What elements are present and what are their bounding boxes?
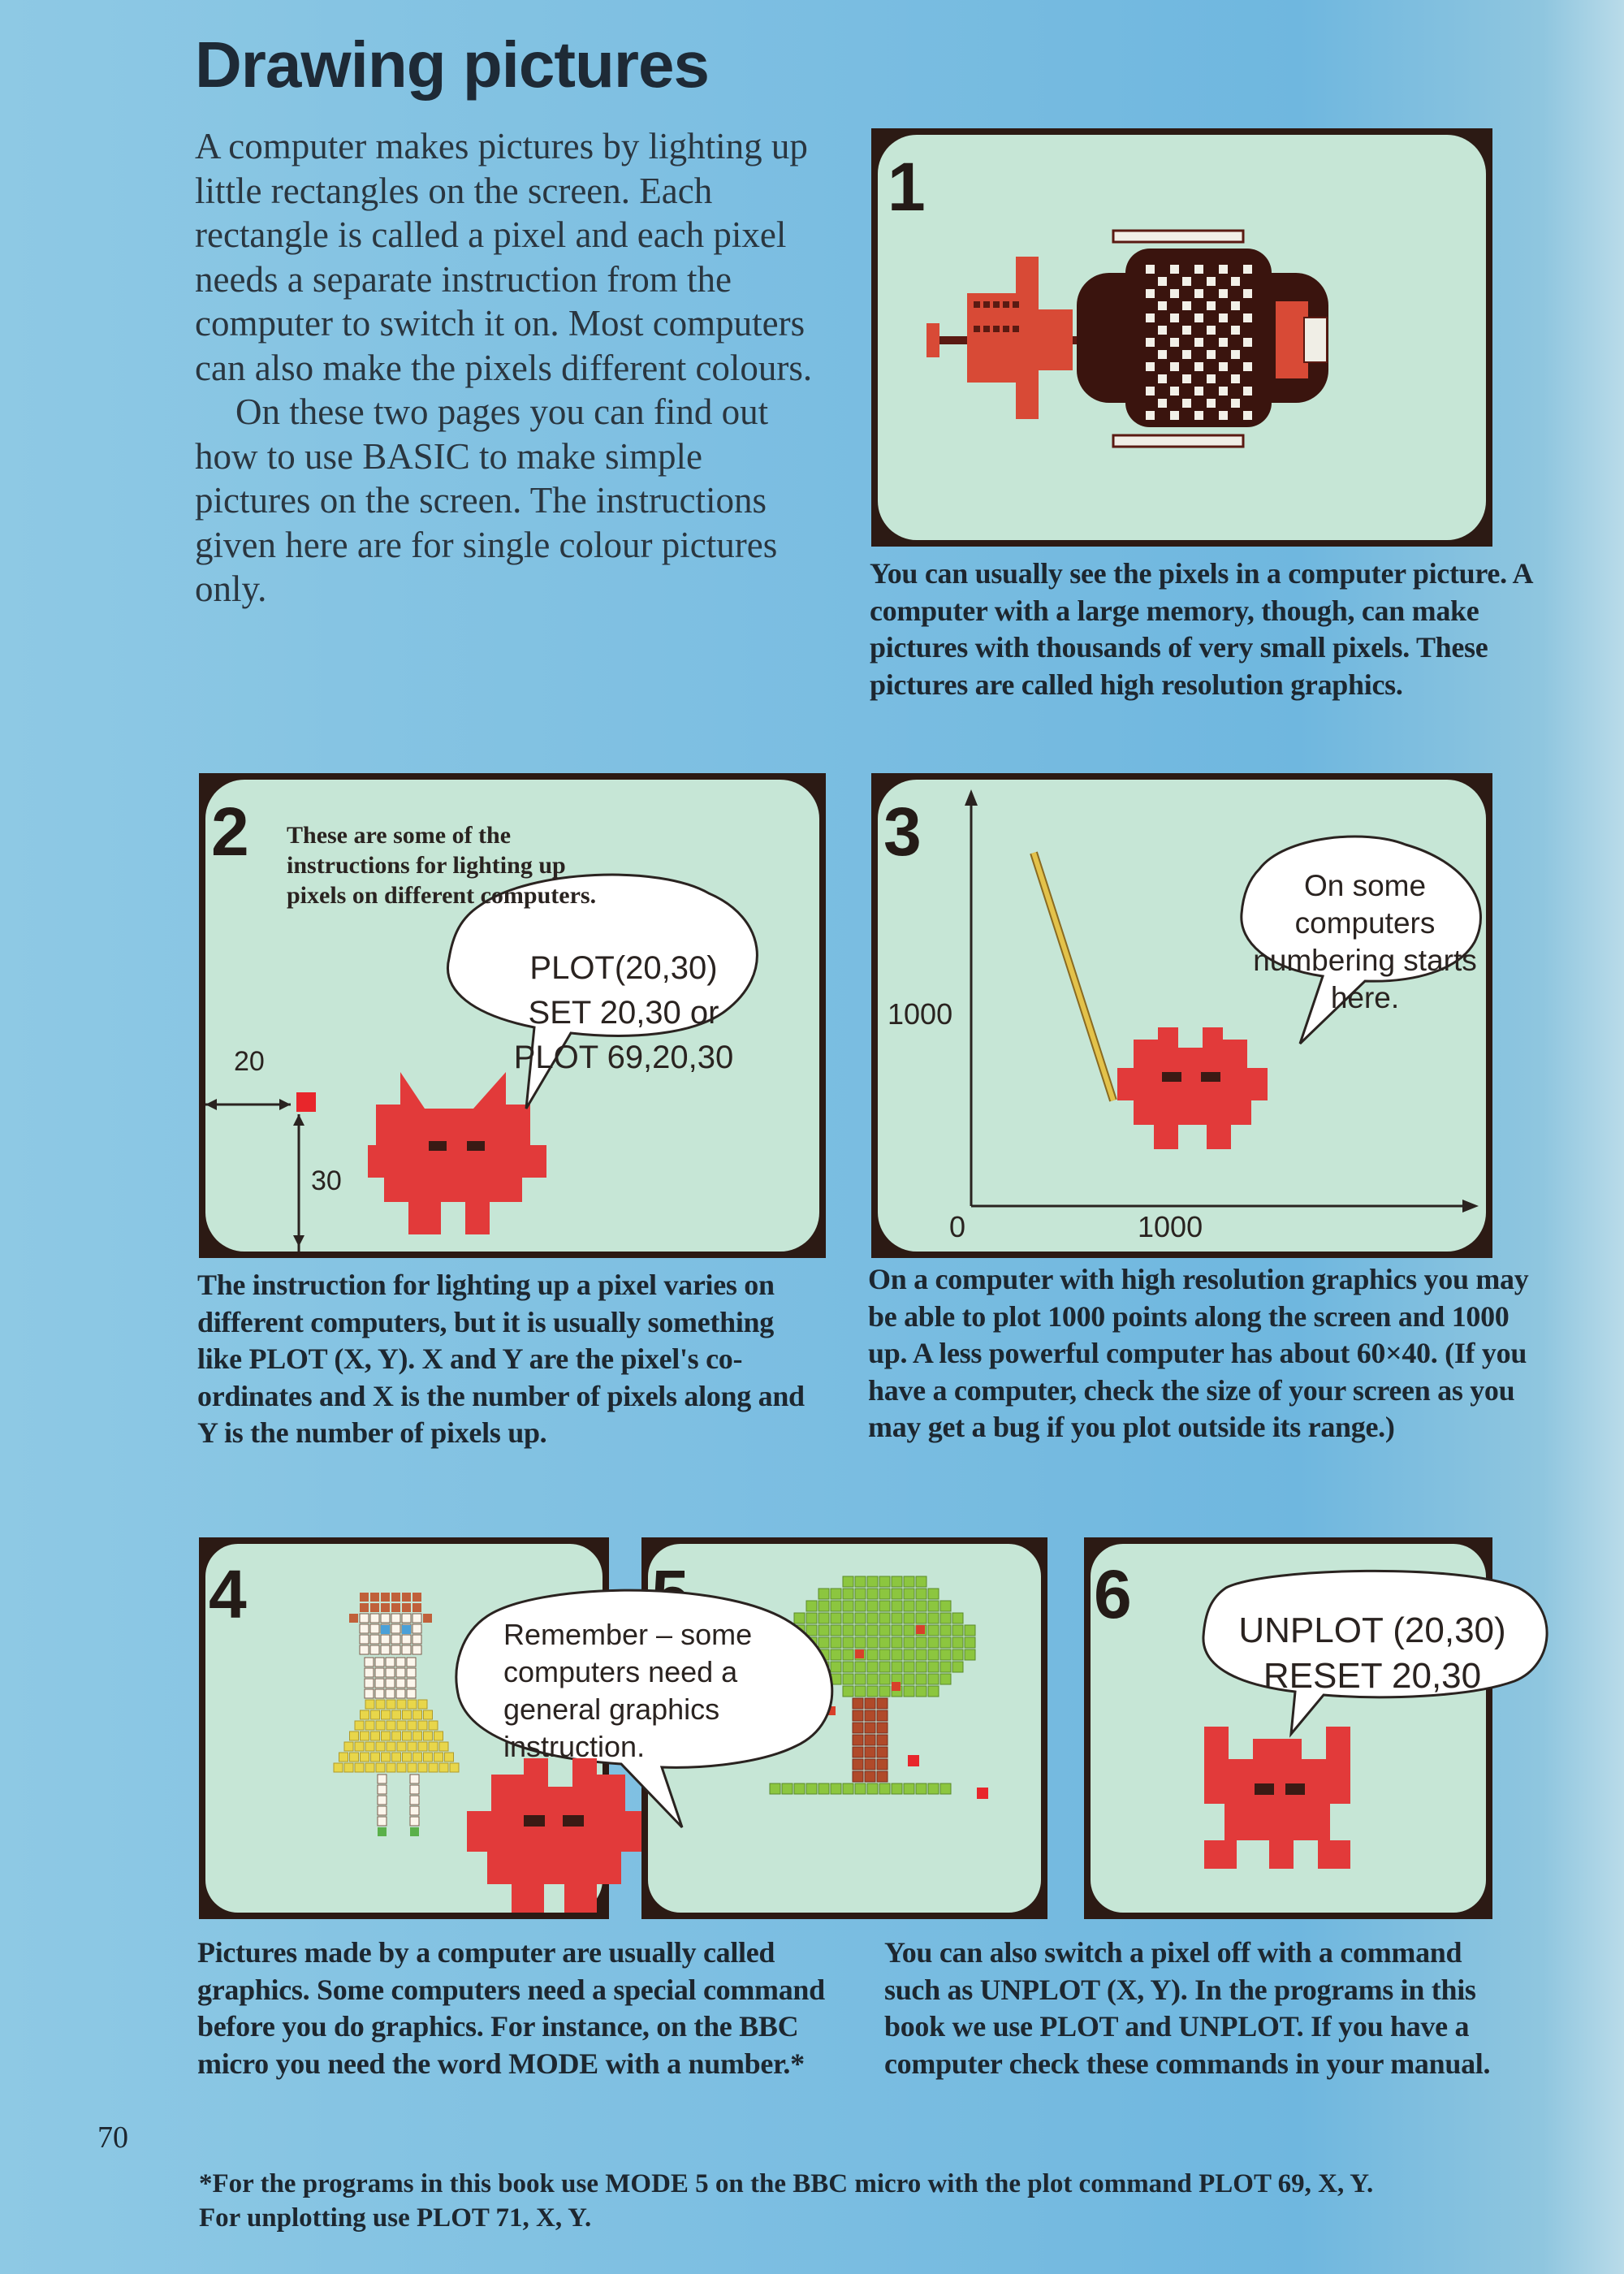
bubble-line: PLOT(20,30) (529, 950, 718, 986)
bubble-line: computers need a (503, 1655, 738, 1688)
panel-number: 1 (888, 149, 926, 225)
bubble-line: PLOT 69,20,30 (513, 1040, 734, 1075)
panel-1 (871, 128, 1492, 547)
panel-number: 6 (1094, 1556, 1132, 1632)
bubble-line: RESET 20,30 (1263, 1656, 1482, 1696)
bubble-line: SET 20,30 or (528, 995, 719, 1031)
panel-4-caption: Pictures made by a computer are usually called graphics. Some computers need a special command before you do graphics. For instance, on the BBC micro you need the word MODE with a number.* (197, 1936, 825, 2080)
note-line: These are some of the (287, 822, 512, 849)
pixel-icon (296, 1092, 316, 1112)
y-tick-label: 1000 (888, 997, 953, 1031)
bubble-line: instruction. (503, 1730, 646, 1763)
intro-paragraph-1: A computer makes pictures by lighting up little rectangles on the screen. Each rectangle is called a pixel and each pixel needs a separate instruction from the computer to switch it on. Most computers can also make the pixels different colours. (195, 126, 813, 388)
panel-2-note (287, 820, 596, 910)
bubble-line: On some (1303, 869, 1427, 902)
y-coordinate-label: 30 (311, 1165, 342, 1196)
panel-number: 2 (211, 793, 249, 870)
bubble-line: UNPLOT (20,30) (1238, 1610, 1506, 1650)
panel-3-screen (878, 780, 1486, 1252)
page-number: 70 (97, 2121, 128, 2155)
monster-icon (1117, 1027, 1268, 1149)
origin-label: 0 (949, 1210, 966, 1243)
bubble-line: general graphics (503, 1693, 720, 1726)
bubble-line: here. (1330, 981, 1400, 1014)
panel-2-screen (205, 780, 819, 1252)
x-coordinate-label: 20 (234, 1046, 265, 1077)
panel-6-bubble-text (1202, 1608, 1543, 1699)
panel-2-bubble-text (502, 946, 745, 1080)
page-title: Drawing pictures (195, 28, 710, 101)
panel-4-bubble-text (479, 1616, 844, 1766)
bubble-line: numbering starts (1253, 944, 1477, 977)
note-line: pixels on different computers. (287, 882, 597, 909)
intro-text (195, 124, 820, 612)
monster-icon (467, 1758, 641, 1913)
panel-2-caption: The instruction for lighting up a pixel varies on different computers, but it is usually something like PLOT (X, Y). X and Y are the pixel's co-ordinates and X is the number of pixels along and Y is the number of pixels up. (197, 1269, 805, 1449)
panel-1-screen (878, 135, 1486, 540)
bubble-line: Remember – some (503, 1618, 753, 1651)
panel-3-caption: On a computer with high resolution graphics you may be able to plot 1000 points along the screen and 1000 up. A less powerful computer has about 60×40. (If you have a computer, check the size of your screen as you may get a bug if you plot outside its range.) (868, 1263, 1529, 1443)
footnote-line: For unplotting use PLOT 71, X, Y. (199, 2203, 592, 2233)
panel-number: 3 (883, 793, 922, 870)
spaceship-icon (878, 135, 1486, 540)
footnote-line: *For the programs in this book use MODE 5 on the BBC micro with the plot command PLOT 69, X, Y. (199, 2169, 1374, 2198)
panel-3 (871, 773, 1492, 1258)
monster-icon (1204, 1727, 1350, 1869)
panel-3-bubble-text (1235, 867, 1486, 1017)
panel-number: 4 (209, 1556, 247, 1632)
panel-1-caption: You can usually see the pixels in a computer picture. A computer with a large memory, though, can make pictures with thousands of very small pixels. These pictures are called high resolution graphics. (870, 557, 1532, 701)
x-tick-label: 1000 (1138, 1210, 1203, 1243)
intro-paragraph-2: On these two pages you can find out how to use BASIC to make simple pictures on the screen. The instructions given here are for single colour pictures only. (195, 391, 778, 609)
bubble-line: computers (1294, 906, 1436, 940)
note-line: instructions for lighting up (287, 852, 566, 879)
monster-icon (368, 1072, 546, 1234)
panel-2 (199, 773, 826, 1258)
footnote (199, 2167, 1579, 2235)
panel-6-caption: You can also switch a pixel off with a command such as UNPLOT (X, Y). In the programs in this book we use PLOT and UNPLOT. If you have a computer check these commands in your manual. (884, 1936, 1491, 2080)
